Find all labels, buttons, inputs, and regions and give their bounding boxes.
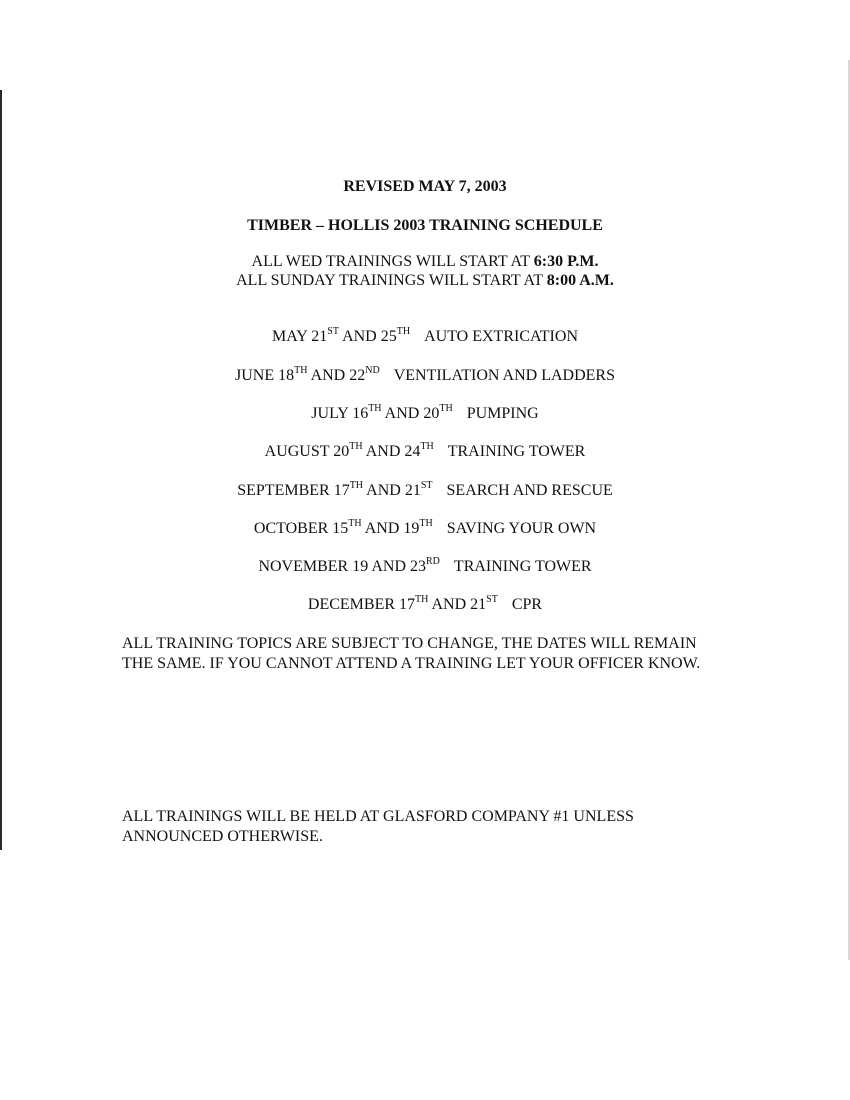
schedule-first-day-suffix: ST <box>327 326 339 337</box>
schedule-first-day-suffix: TH <box>415 594 429 605</box>
schedule-row <box>0 519 850 538</box>
schedule-first-day: 15 <box>332 520 349 537</box>
schedule-topic: TRAINING TOWER <box>447 443 586 460</box>
schedule-and: AND <box>365 443 401 460</box>
schedule-topic: SAVING YOUR OWN <box>446 520 597 537</box>
schedule-first-day: 17 <box>333 482 350 499</box>
schedule-first-day-suffix: TH <box>368 403 382 414</box>
schedule-second-day-suffix: ST <box>486 594 498 605</box>
schedule-topic: PUMPING <box>466 405 539 422</box>
schedule-row <box>0 366 850 385</box>
schedule-second-day-suffix: TH <box>420 441 434 452</box>
schedule-month: DECEMBER <box>307 596 396 613</box>
schedule-topic: CPR <box>511 596 543 613</box>
schedule-first-day: 19 <box>352 558 369 575</box>
schedule-first-day: 20 <box>333 443 350 460</box>
schedule-first-day-suffix: TH <box>349 480 364 491</box>
schedule-and: AND <box>384 405 420 422</box>
schedule-and: AND <box>371 558 407 575</box>
sunday-start-time <box>0 271 850 290</box>
schedule-first-day-suffix: TH <box>349 441 363 452</box>
schedule-row <box>0 442 850 461</box>
schedule-row <box>0 404 850 423</box>
schedule-month: JUNE <box>234 367 275 384</box>
schedule-row <box>0 327 850 346</box>
revised-date: REVISED MAY 7, 2003 <box>343 178 507 195</box>
schedule-second-day: 22 <box>349 367 366 384</box>
schedule-second-day-suffix: TH <box>396 326 411 337</box>
schedule-row <box>0 481 850 500</box>
schedule-second-day: 25 <box>380 328 397 345</box>
schedule-first-day-suffix: TH <box>348 518 362 529</box>
schedule-second-day-suffix: TH <box>419 518 433 529</box>
schedule-first-day: 21 <box>311 328 328 345</box>
schedule-second-day: 23 <box>410 558 427 575</box>
topics-change-notice: ALL TRAINING TOPICS ARE SUBJECT TO CHANGE, THE DATES WILL REMAIN THE SAME. IF YOU CANNOT ATTEND A TRAINING LET YOUR OFFICER KNOW. <box>122 635 701 672</box>
schedule-first-day: 17 <box>399 596 416 613</box>
wed-start-time <box>0 252 850 271</box>
schedule-topic: VENTILATION AND LADDERS <box>393 367 615 384</box>
schedule-topic: AUTO EXTRICATION <box>424 328 578 345</box>
schedule-and: AND <box>364 520 400 537</box>
schedule-month: OCTOBER <box>253 520 329 537</box>
schedule-second-day-suffix: ST <box>420 480 433 491</box>
page-title: TIMBER – HOLLIS 2003 TRAINING SCHEDULE <box>247 217 603 234</box>
schedule-and: AND <box>431 596 467 613</box>
schedule-topic: SEARCH AND RESCUE <box>446 482 613 499</box>
wed-start-value: 6:30 P.M. <box>533 253 599 270</box>
schedule-first-day: 16 <box>352 405 369 422</box>
sunday-start-prefix: ALL SUNDAY TRAININGS WILL START AT <box>236 272 547 289</box>
schedule-first-day-suffix: TH <box>294 365 308 376</box>
schedule-month: SEPTEMBER <box>237 482 330 499</box>
schedule-second-day: 21 <box>404 482 421 499</box>
schedule-second-day-suffix: ND <box>365 365 380 376</box>
schedule-second-day: 21 <box>470 596 487 613</box>
scan-edge-left <box>0 90 2 850</box>
schedule-month: AUGUST <box>264 443 330 460</box>
schedule-and: AND <box>366 482 401 499</box>
schedule-second-day: 20 <box>423 405 440 422</box>
wed-start-prefix: ALL WED TRAININGS WILL START AT <box>251 253 534 270</box>
schedule-first-day: 18 <box>278 367 295 384</box>
location-notice: ALL TRAININGS WILL BE HELD AT GLASFORD COMPANY #1 UNLESS ANNOUNCED OTHERWISE. <box>122 808 634 845</box>
schedule-month: JULY <box>311 405 349 422</box>
schedule-second-day-suffix: TH <box>439 403 453 414</box>
schedule-second-day-suffix: RD <box>426 556 440 567</box>
schedule-topic: TRAINING TOWER <box>453 558 592 575</box>
schedule-and: AND <box>342 328 377 345</box>
schedule-row <box>0 595 850 614</box>
schedule-month: MAY <box>271 328 308 345</box>
sunday-start-value: 8:00 A.M. <box>546 272 614 289</box>
schedule-row <box>0 557 850 576</box>
schedule-second-day: 19 <box>403 520 420 537</box>
schedule-second-day: 24 <box>404 443 421 460</box>
schedule-and: AND <box>310 367 346 384</box>
schedule-month: NOVEMBER <box>258 558 349 575</box>
